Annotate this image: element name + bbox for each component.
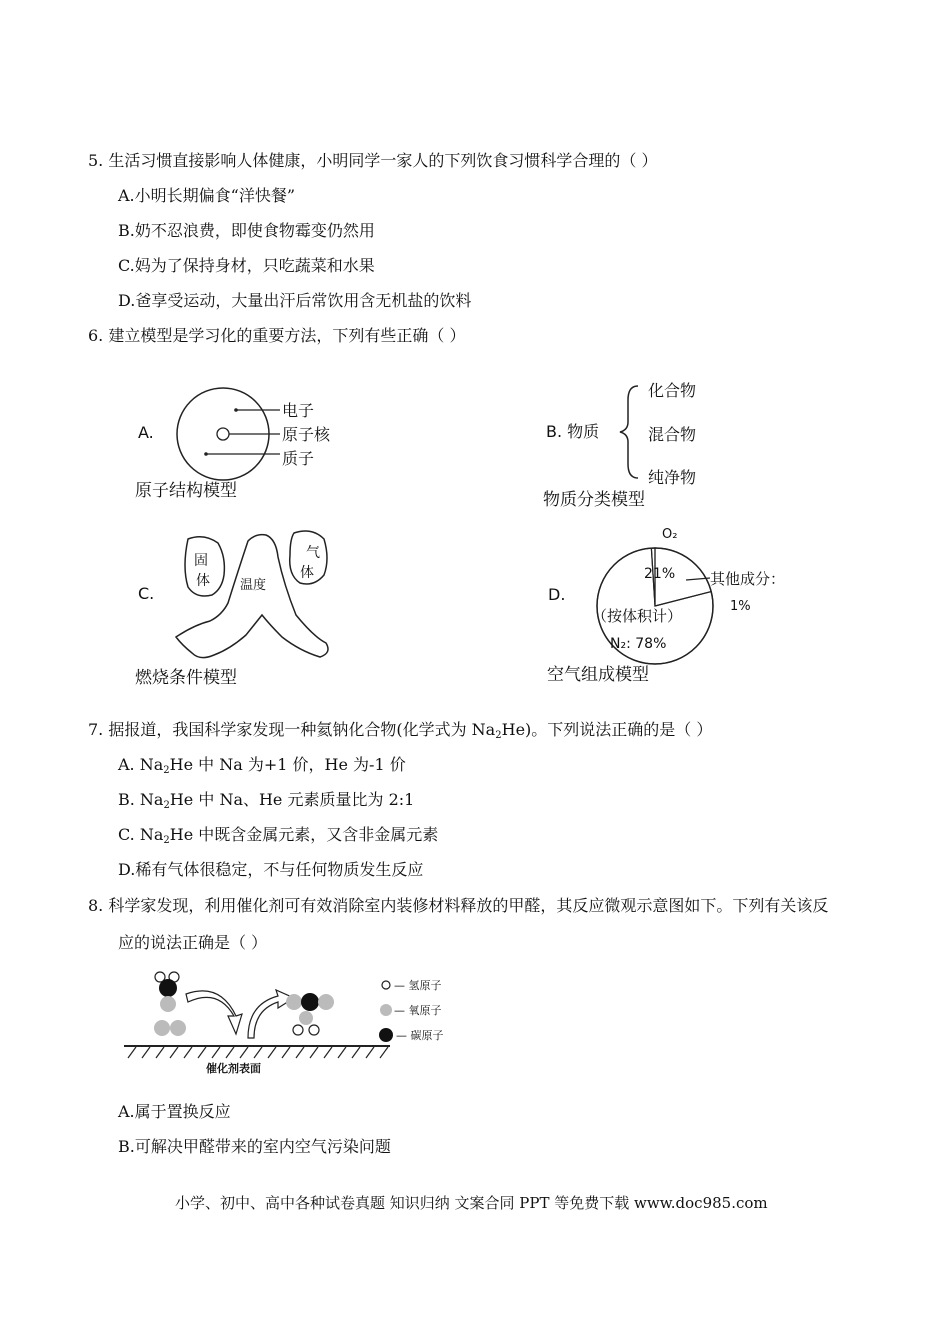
q7-a-post: He 中 Na 为+1 价，He 为-1 价 — [169, 755, 406, 774]
q7-stem — [88, 720, 712, 746]
svg-text:混合物: 混合物 — [648, 425, 697, 444]
svg-text:其他成分：: 其他成分： — [710, 570, 786, 588]
subscript: 2 — [163, 835, 170, 846]
svg-text:— 碳原子: — 碳原子 — [396, 1029, 444, 1042]
figure-air-composition-pie — [540, 520, 800, 690]
subscript: 2 — [495, 730, 502, 741]
svg-text:纯净物: 纯净物 — [648, 468, 697, 487]
carbon-atom — [379, 1028, 393, 1042]
svg-text:1%: 1% — [730, 599, 751, 614]
q7-stem-post: He)。下列说法正确的是（ ） — [501, 720, 713, 739]
svg-text:体: 体 — [300, 565, 314, 581]
svg-text:温度: 温度 — [240, 578, 267, 593]
q7-b-pre: B. Na — [118, 790, 164, 809]
svg-text:体: 体 — [196, 573, 210, 589]
oxygen-atom — [286, 994, 302, 1010]
q7-option-c — [118, 825, 438, 851]
oxygen-atom — [154, 1020, 170, 1036]
svg-text:空气组成模型: 空气组成模型 — [547, 665, 649, 685]
svg-text:O₂: O₂ — [662, 527, 678, 542]
q5-option-a: A.小明长期偏食“洋快餐” — [118, 186, 296, 205]
q7-b-post: He 中 Na、He 元素质量比为 2:1 — [169, 790, 415, 809]
carbon-atom — [159, 979, 177, 997]
svg-text:C.: C. — [138, 584, 155, 603]
footer-text: 小学、初中、高中各种试卷真题 知识归纳 文案合同 PPT 等免费下载 www.doc985.com — [175, 1194, 768, 1212]
svg-text:— 氢原子: — 氢原子 — [394, 979, 442, 992]
svg-text:原子结构模型: 原子结构模型 — [135, 481, 237, 501]
carbon-atom — [301, 993, 319, 1011]
figure-combustion-conditions — [130, 525, 360, 690]
q7-c-post: He 中既含金属元素，又含非金属元素 — [169, 825, 439, 844]
hydrogen-atom — [309, 1025, 319, 1035]
svg-text:化合物: 化合物 — [648, 381, 697, 400]
hydrogen-atom — [382, 981, 390, 989]
q7-option-a — [118, 755, 406, 781]
q5-option-c: C.妈为了保持身材，只吃蔬菜和水果 — [118, 256, 375, 275]
figure-substance-classification — [540, 370, 740, 515]
q8-stem-line2: 应的说法正确是（ ） — [118, 933, 268, 952]
svg-text:气: 气 — [306, 545, 320, 561]
q7-a-pre: A. Na — [118, 755, 164, 774]
svg-text:A.: A. — [138, 423, 154, 442]
q5-option-b: B.奶不忍浪费，即使食物霉变仍然用 — [118, 221, 375, 240]
hydrogen-atom — [293, 1025, 303, 1035]
q8-stem-line1: 8. 科学家发现，利用催化剂可有效消除室内装修材料释放的甲醛，其反应微观示意图如下。下列有关该反 — [88, 896, 829, 915]
svg-text:— 氧原子: — 氧原子 — [394, 1004, 442, 1017]
oxygen-atom — [299, 1011, 313, 1025]
q7-option-b — [118, 790, 414, 816]
q5-option-d: D.爸享受运动，大量出汗后常饮用含无机盐的饮料 — [118, 291, 472, 310]
svg-text:B. 物质: B. 物质 — [546, 422, 600, 441]
svg-text:固: 固 — [194, 553, 208, 569]
oxygen-atom — [170, 1020, 186, 1036]
svg-text:D.: D. — [548, 585, 566, 604]
q8-option-b: B.可解决甲醛带来的室内空气污染问题 — [118, 1137, 391, 1156]
oxygen-atom — [318, 994, 334, 1010]
svg-text:物质分类模型: 物质分类模型 — [543, 490, 645, 510]
q5-stem: 5. 生活习惯直接影响人体健康，小明同学一家人的下列饮食习惯科学合理的（ ） — [88, 151, 658, 170]
q7-option-d: D.稀有气体很稳定，不与任何物质发生反应 — [118, 860, 424, 879]
arrow-icon — [248, 990, 294, 1038]
figure-atom-model — [130, 380, 390, 505]
svg-text:催化剂表面: 催化剂表面 — [206, 1062, 261, 1075]
svg-text:N₂: 78%: N₂: 78% — [610, 636, 667, 652]
subscript: 2 — [163, 765, 170, 776]
svg-text:电子: 电子 — [282, 401, 315, 420]
svg-text:原子核: 原子核 — [282, 425, 331, 444]
oxygen-atom — [160, 996, 176, 1012]
svg-text:质子: 质子 — [282, 449, 315, 468]
figure-reaction-diagram — [118, 968, 468, 1078]
oxygen-atom — [380, 1004, 392, 1016]
q8-option-a: A.属于置换反应 — [118, 1102, 231, 1121]
q7-stem-pre: 7. 据报道，我国科学家发现一种氦钠化合物(化学式为 Na — [88, 720, 496, 739]
q7-c-pre: C. Na — [118, 825, 164, 844]
svg-text:燃烧条件模型: 燃烧条件模型 — [135, 668, 237, 688]
arrow-icon — [186, 991, 242, 1034]
svg-text:21%: 21% — [644, 566, 676, 582]
subscript: 2 — [163, 800, 170, 811]
q6-stem: 6. 建立模型是学习化的重要方法，下列有些正确（ ） — [88, 326, 466, 345]
svg-text:（按体积计）: （按体积计） — [592, 607, 683, 625]
